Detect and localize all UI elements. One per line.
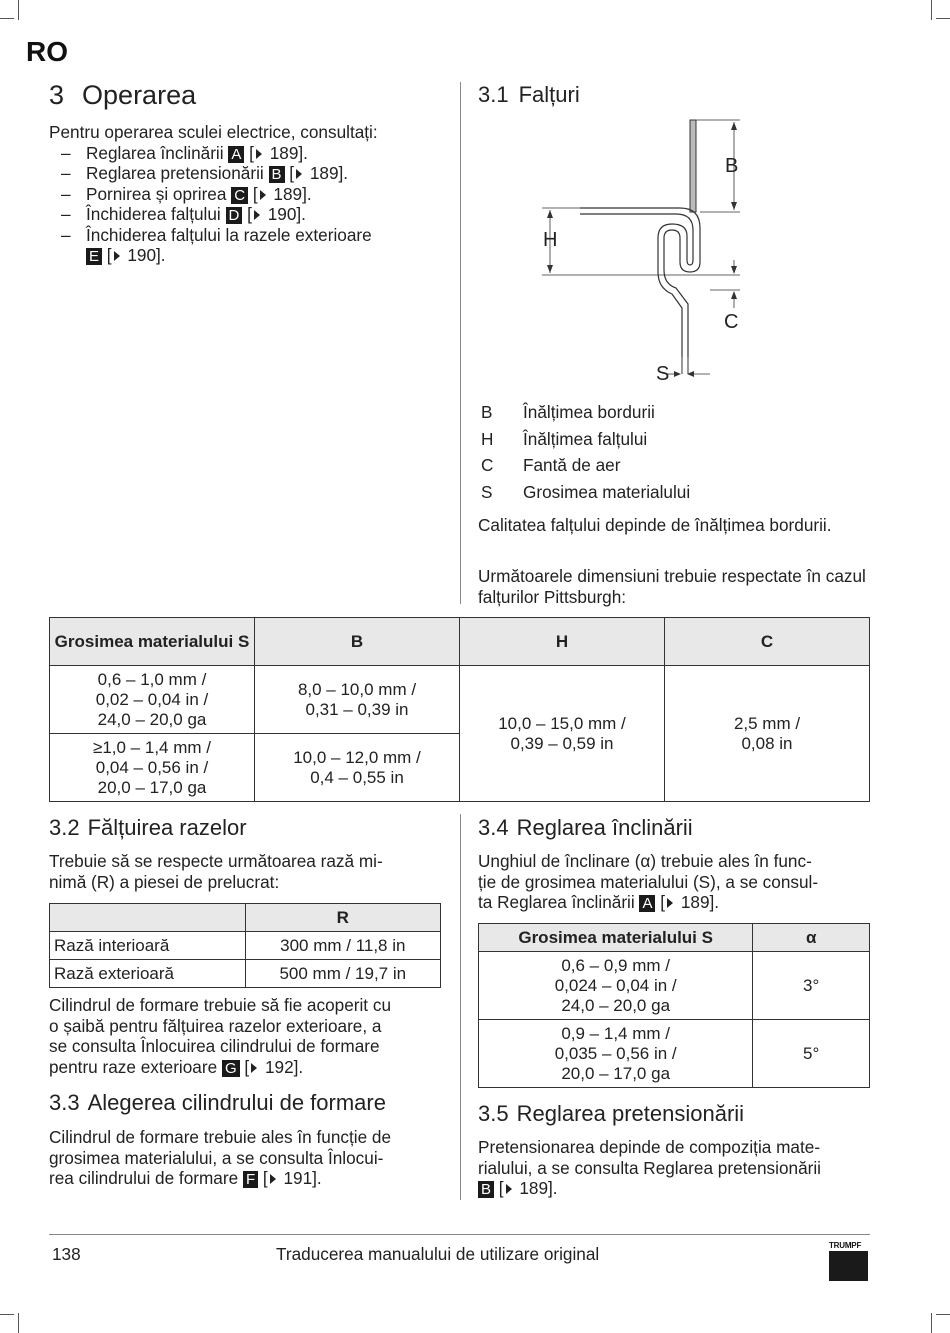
crop-mark	[18, 1313, 19, 1333]
cell-line: 0,4 – 0,55 in	[310, 767, 404, 787]
list-item	[49, 225, 449, 266]
legend-key: B	[481, 402, 493, 422]
table-cell: 5°	[753, 1020, 870, 1088]
language-code: RO	[26, 36, 68, 67]
table-cell: Rază exterioară	[50, 960, 246, 988]
radius-table	[49, 903, 441, 988]
cell-line: 2,5 mm /	[733, 713, 801, 733]
legend-text: Înălțimea falțului	[523, 428, 648, 449]
page-ref-arrow-icon	[270, 1174, 276, 1184]
crop-mark	[0, 18, 14, 19]
list-item	[49, 204, 449, 225]
section-3-2-para	[49, 851, 449, 892]
label-badge: C	[231, 187, 248, 204]
section-number: 3.3	[49, 1090, 80, 1115]
cell-line: 20,0 – 17,0 ga	[97, 777, 207, 797]
ref-open[interactable]: [	[498, 1178, 504, 1198]
label-h: H	[543, 229, 558, 251]
crop-mark	[936, 18, 950, 19]
table-cell	[479, 1020, 753, 1088]
text-line: Pretensionarea depinde de compoziția mate-	[478, 1137, 821, 1157]
cell-line: ≥1,0 – 1,4 mm /	[93, 737, 211, 757]
ref-open[interactable]: [	[247, 204, 252, 224]
section-3-2-heading	[49, 815, 247, 841]
page-ref[interactable]: 190].	[122, 245, 166, 265]
cell-line: 0,08 in	[741, 733, 793, 753]
footer-title: Traducerea manualului de utilizare original	[276, 1244, 600, 1264]
table-cell	[479, 952, 753, 1020]
legend-row	[481, 452, 690, 479]
cell-line: 0,9 – 1,4 mm /	[561, 1023, 670, 1043]
section-title: Falțuri	[518, 82, 580, 107]
section-3-1-heading	[478, 82, 580, 108]
angle-table	[478, 923, 870, 1088]
logo-text: TRUMPF	[829, 1241, 862, 1250]
column-divider	[460, 814, 461, 1200]
table-header: R	[245, 904, 440, 932]
cell-line: 8,0 – 10,0 mm /	[297, 679, 417, 699]
list-item	[49, 143, 449, 164]
cell-line: 0,02 – 0,04 in /	[95, 689, 209, 709]
page-ref-arrow-icon	[254, 210, 260, 220]
page-ref-arrow-icon	[667, 898, 673, 908]
ref-open[interactable]: [	[252, 183, 258, 204]
crop-mark	[0, 1314, 14, 1315]
text-line: ta Reglarea înclinării	[478, 892, 635, 912]
table-cell	[460, 666, 665, 802]
section-3-body	[49, 122, 449, 266]
label-badge: B	[478, 1181, 494, 1198]
table-header: B	[255, 618, 460, 666]
text-line: ție de grosimea materialului (S), a se consul-	[478, 871, 819, 892]
section-number: 3	[49, 80, 65, 110]
section-3-2-para2	[49, 995, 454, 1077]
label-badge: B	[269, 166, 285, 183]
legend-key: H	[481, 428, 494, 449]
page-number: 138	[52, 1244, 81, 1264]
legend-row	[481, 426, 690, 453]
cell-line: 0,31 – 0,39 in	[305, 699, 409, 719]
section-3-5-para	[478, 1137, 878, 1199]
section-title: Operarea	[82, 80, 197, 110]
table-header: H	[460, 618, 665, 666]
section-number: 3.2	[49, 815, 80, 840]
section-title: Alegerea cilindrului de formare	[87, 1090, 386, 1115]
table-cell	[50, 734, 255, 802]
label-badge: E	[86, 248, 102, 265]
text-line: grosimea materialului, a se consulta Înlocui-	[49, 1147, 384, 1168]
legend-text: Înălțimea bordurii	[523, 402, 655, 422]
page-ref-arrow-icon	[251, 1063, 257, 1073]
ref-open[interactable]: [	[244, 1056, 250, 1077]
section-3-1-para1: Calitatea falțului depinde de înălțimea bordurii.	[478, 515, 832, 535]
section-3-intro: Pentru operarea sculei electrice, consultați:	[49, 122, 378, 142]
ref-open[interactable]: [	[262, 1168, 268, 1188]
section-3-3-para	[49, 1127, 454, 1189]
section-3-3-heading	[49, 1090, 386, 1116]
page-ref-arrow-icon	[506, 1184, 512, 1194]
section-3-4-para	[478, 851, 878, 913]
cell-line: 0,39 – 0,59 in	[510, 733, 614, 753]
cell-line: 0,035 – 0,56 in /	[554, 1043, 677, 1063]
label-s: S	[656, 363, 670, 385]
page-ref[interactable]: 191].	[278, 1168, 322, 1188]
dim-arrow-icon	[674, 371, 694, 377]
page-ref-arrow-icon	[296, 169, 302, 179]
legend-key: S	[481, 481, 493, 502]
legend-row	[481, 479, 690, 506]
section-number: 3.4	[478, 815, 509, 840]
page-ref[interactable]: 192].	[260, 1056, 304, 1077]
table-header: α	[753, 924, 870, 952]
crop-mark	[18, 0, 19, 20]
list-item	[49, 163, 449, 184]
table-cell	[255, 734, 460, 802]
cell-line: 24,0 – 20,0 ga	[97, 709, 207, 729]
logo-block	[829, 1251, 868, 1281]
cell-line: 10,0 – 12,0 mm /	[293, 747, 421, 767]
section-title: Reglarea înclinării	[516, 815, 693, 840]
ref-open[interactable]: [	[106, 245, 112, 265]
section-3-4-heading	[478, 815, 693, 841]
footer-divider	[49, 1234, 870, 1235]
section-number: 3.1	[478, 82, 509, 107]
table-cell	[665, 666, 870, 802]
ref-open[interactable]: [	[660, 892, 666, 912]
section-3-1-para2: Următoarele dimensiuni trebuie respectate în cazul falțurilor Pittsburgh:	[478, 566, 866, 607]
ref-open[interactable]: [	[289, 163, 295, 183]
text-line: se consulta Înlocuirea cilindrului de formare	[49, 1036, 380, 1056]
cell-line: 20,0 – 17,0 ga	[561, 1063, 671, 1083]
legend-text: Grosimea materialului	[523, 481, 691, 502]
cell-line: 10,0 – 15,0 mm /	[498, 713, 626, 733]
section-3-heading	[49, 80, 196, 111]
text-line: pentru raze exterioare	[49, 1056, 218, 1077]
page-ref[interactable]: 189].	[264, 142, 308, 163]
page-ref-arrow-icon	[114, 251, 120, 261]
crop-mark	[931, 1313, 932, 1333]
text-line: rialului, a se consulta Reglarea pretensionării	[478, 1157, 821, 1178]
table-header: Grosimea materialului S	[50, 618, 255, 666]
label-badge: D	[226, 207, 243, 224]
sheet-upper	[690, 120, 696, 212]
label-b: B	[725, 155, 739, 177]
table-header: C	[665, 618, 870, 666]
table-header: Grosimea materialului S	[479, 924, 753, 952]
dim-arrow-icon	[731, 266, 737, 299]
page-ref[interactable]: 189].	[305, 163, 349, 183]
section-title: Reglarea pretensionării	[516, 1101, 745, 1126]
table-cell: 500 mm / 19,7 in	[245, 960, 440, 988]
table-cell: Rază interioară	[50, 932, 246, 960]
operation-list	[49, 143, 449, 266]
cell-line: 0,6 – 1,0 mm /	[97, 669, 207, 689]
text-line: nimă (R) a piesei de prelucrat:	[49, 871, 280, 892]
page-ref-arrow-icon	[260, 190, 266, 200]
text-line: rea cilindrului de formare	[49, 1168, 239, 1188]
label-c: C	[724, 311, 739, 333]
section-3-5-heading	[478, 1101, 744, 1127]
page-ref-arrow-icon	[256, 149, 262, 159]
sheet-end	[682, 357, 688, 374]
label-badge: A	[639, 895, 655, 912]
cell-line: 0,04 – 0,56 in /	[95, 757, 209, 777]
section-title: Fălțuirea razelor	[87, 815, 247, 840]
crop-mark	[936, 1314, 950, 1315]
legend-key: C	[481, 455, 494, 475]
item-text: Închiderea falțului	[86, 204, 221, 224]
page-ref[interactable]: 189].	[268, 183, 312, 204]
table-cell	[50, 666, 255, 734]
item-text: Reglarea pretensionării	[86, 163, 264, 183]
table-header	[50, 904, 246, 932]
page-ref[interactable]: 190].	[262, 204, 306, 224]
cell-line: 0,6 – 0,9 mm /	[561, 955, 670, 975]
page-ref[interactable]: 189].	[514, 1178, 558, 1198]
ref-open[interactable]: [	[249, 142, 254, 163]
text-line: Trebuie să se respecte următoarea rază mi-	[49, 851, 383, 871]
section-number: 3.5	[478, 1101, 509, 1126]
page-ref[interactable]: 189].	[676, 892, 720, 912]
trumpf-logo	[829, 1242, 868, 1281]
seam-dimensions-table	[49, 617, 870, 802]
table-cell	[255, 666, 460, 734]
figure-legend	[481, 399, 690, 505]
cell-line: 24,0 – 20,0 ga	[561, 995, 671, 1015]
table-cell: 300 mm / 11,8 in	[245, 932, 440, 960]
item-text: Închiderea falțului la razele exterioare	[86, 224, 372, 245]
column-divider	[460, 82, 461, 604]
label-badge: A	[228, 146, 244, 163]
text-line: Cilindrul de formare trebuie ales în funcție de	[49, 1127, 392, 1147]
label-badge: F	[243, 1171, 258, 1188]
text-line: Cilindrul de formare trebuie să fie acoperit cu	[49, 995, 392, 1015]
legend-text: Fantă de aer	[523, 455, 621, 475]
table-cell: 3°	[753, 952, 870, 1020]
legend-row	[481, 399, 690, 426]
cell-line: 0,024 – 0,04 in /	[554, 975, 677, 995]
item-text: Pornirea și oprirea	[86, 183, 227, 204]
item-text: Reglarea înclinării	[86, 142, 224, 163]
text-line: Unghiul de înclinare (α) trebuie ales în func-	[478, 851, 812, 871]
text-line: o șaibă pentru fălțuirea razelor exterioare, a	[49, 1015, 382, 1036]
label-badge: G	[222, 1060, 240, 1077]
crop-mark	[931, 0, 932, 20]
list-item	[49, 184, 449, 205]
seam-diagram	[530, 112, 770, 387]
sheet-fold-outline	[580, 214, 693, 357]
